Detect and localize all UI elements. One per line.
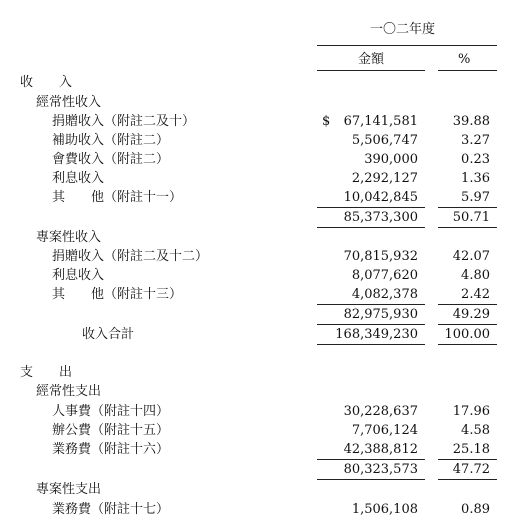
table-row: [0, 248, 505, 268]
row-amount: 8,077,620: [351, 268, 418, 283]
subsection-project-expense: [0, 481, 505, 501]
table-row: [0, 132, 505, 152]
row-amount: 168,349,230: [335, 327, 418, 342]
row-label: 經常性支出: [36, 384, 102, 399]
row-label: 收 入: [20, 75, 73, 90]
row-label: 人事費（附註十四）: [52, 404, 170, 419]
subsection-recurring-income: [0, 94, 505, 114]
row-percent: 4.80: [461, 268, 490, 283]
row-amount: 7,706,124: [351, 423, 418, 438]
subsection-project-income: [0, 229, 505, 249]
row-percent: 47.72: [452, 462, 490, 477]
total-underline: [317, 344, 425, 345]
subtotal-rule: [317, 304, 425, 305]
row-amount: 1,506,108: [351, 502, 418, 517]
row-label: 捐贈收入（附註二及十二）: [52, 249, 209, 264]
row-amount: 42,388,812: [343, 442, 418, 457]
row-label: 支 出: [20, 365, 73, 380]
income-total-row: [0, 326, 505, 346]
row-amount: 70,815,932: [343, 249, 418, 264]
row-percent: 0.89: [461, 502, 490, 517]
row-label: 利息收入: [52, 268, 105, 283]
row-amount: 80,323,573: [343, 462, 418, 477]
row-label: 專案性收入: [36, 230, 102, 245]
row-amount: 10,042,845: [343, 190, 418, 205]
row-percent: 4.58: [461, 423, 490, 438]
year-underline: [317, 45, 497, 46]
row-label: 專案性支出: [36, 482, 102, 497]
row-percent: 3.27: [461, 133, 490, 148]
row-amount: 85,373,300: [343, 210, 418, 225]
table-row: [0, 501, 505, 521]
row-amount: 4,082,378: [351, 287, 418, 302]
row-amount: 67,141,581: [343, 114, 418, 129]
percent-header-underline: [438, 70, 497, 71]
table-row: [0, 286, 505, 306]
row-amount: 2,292,127: [351, 171, 418, 186]
row-label: 業務費（附註十七）: [52, 502, 170, 517]
amount-header-underline: [317, 70, 425, 71]
row-label: 辦公費（附註十五）: [52, 423, 170, 438]
table-row: [0, 422, 505, 442]
subtotal-underline: [438, 227, 497, 228]
row-label: 收入合計: [82, 327, 135, 342]
subtotal-rule: [438, 459, 497, 460]
section-expense-heading: [0, 364, 505, 384]
row-amount: 30,228,637: [343, 404, 418, 419]
row-label: 利息收入: [52, 171, 105, 186]
subsection-recurring-expense: [0, 383, 505, 403]
row-label: 業務費（附註十六）: [52, 442, 170, 457]
row-label: 其 他（附註十三）: [52, 287, 183, 302]
row-percent: 1.36: [461, 171, 490, 186]
row-percent: 50.71: [452, 210, 490, 225]
row-percent: 42.07: [452, 249, 490, 264]
table-row: [0, 189, 505, 209]
subtotal-rule: [317, 459, 425, 460]
row-label: 經常性收入: [36, 95, 102, 110]
subtotal-row: [0, 461, 505, 481]
row-percent: 100.00: [444, 327, 490, 342]
subtotal-rule: [438, 207, 497, 208]
row-amount: 390,000: [364, 152, 418, 167]
year-heading: 一〇二年度: [370, 22, 436, 37]
subtotal-row: [0, 209, 505, 229]
row-percent: 39.88: [452, 114, 490, 129]
subtotal-underline: [317, 479, 425, 480]
subtotal-underline: [438, 324, 497, 325]
row-percent: 0.23: [461, 152, 490, 167]
table-row: [0, 441, 505, 461]
percent-column-header: %: [458, 52, 471, 67]
table-row: [0, 151, 505, 171]
table-row: [0, 113, 505, 133]
row-percent: 2.42: [461, 287, 490, 302]
table-row: [0, 267, 505, 287]
subtotal-underline: [317, 227, 425, 228]
table-row: [0, 170, 505, 190]
row-amount: 5,506,747: [351, 133, 418, 148]
row-label: 其 他（附註十一）: [52, 190, 183, 205]
currency-symbol: $: [322, 114, 331, 129]
table-row: [0, 403, 505, 423]
subtotal-rule: [317, 207, 425, 208]
subtotal-rule: [438, 304, 497, 305]
subtotal-row: [0, 306, 505, 326]
row-label: 捐贈收入（附註二及十）: [52, 114, 196, 129]
row-label: 補助收入（附註二）: [52, 133, 170, 148]
row-label: 會費收入（附註二）: [52, 152, 170, 167]
row-percent: 5.97: [461, 190, 490, 205]
row-amount: 82,975,930: [343, 307, 418, 322]
subtotal-underline: [438, 479, 497, 480]
subtotal-underline: [317, 324, 425, 325]
row-percent: 49.29: [452, 307, 490, 322]
row-percent: 25.18: [452, 442, 490, 457]
section-income-heading: [0, 74, 505, 94]
amount-column-header: 金額: [358, 52, 385, 67]
total-underline: [438, 344, 497, 345]
row-percent: 17.96: [452, 404, 490, 419]
